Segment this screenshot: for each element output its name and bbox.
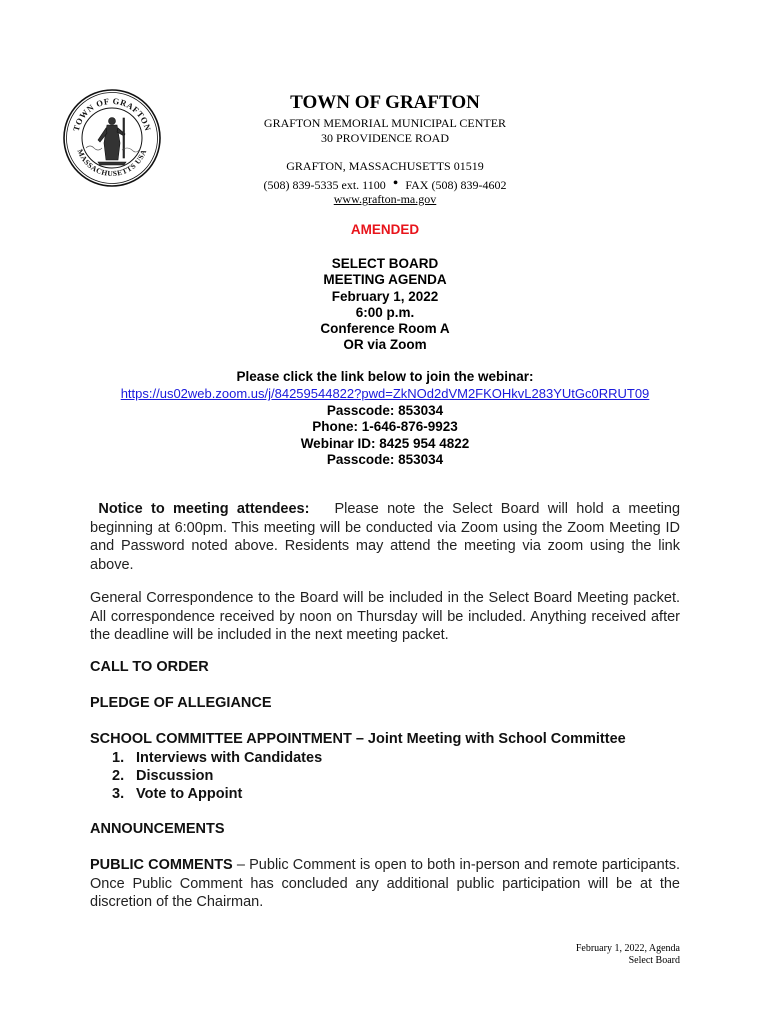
list-item: 1. Interviews with Candidates (112, 750, 323, 766)
street-address-line: 30 PROVIDENCE ROAD (320, 131, 449, 145)
svg-text:TOWN OF GRAFTON: TOWN OF GRAFTON (70, 95, 154, 133)
amended-label: AMENDED (350, 222, 420, 237)
footer-date: February 1, 2022, Agenda (575, 943, 680, 954)
agenda-announcements: ANNOUNCEMENTS (90, 821, 225, 837)
city-state-zip-line: GRAFTON, MASSACHUSETTS 01519 (286, 159, 484, 173)
passcode-second: Passcode: 853034 (326, 452, 444, 467)
meeting-type: MEETING AGENDA (323, 272, 447, 287)
meeting-body: SELECT BOARD (331, 256, 439, 271)
municipal-center-line: GRAFTON MEMORIAL MUNICIPAL CENTER (263, 116, 507, 130)
agenda-pledge: PLEDGE OF ALLEGIANCE (90, 695, 272, 711)
phone-line: Phone: 1-646-876-9923 (312, 419, 458, 434)
town-title: TOWN OF GRAFTON (290, 92, 480, 113)
school-committee-list (112, 749, 322, 803)
list-item: 2. Discussion (112, 768, 214, 784)
meeting-alt-location: OR via Zoom (343, 337, 427, 352)
webinar-link-line (0, 386, 770, 401)
notice-paragraph (90, 500, 680, 574)
svg-text:MASSACHUSETTS USA: MASSACHUSETTS USA (75, 147, 149, 179)
fax-number: FAX (508) 839-4602 (405, 178, 507, 192)
public-comments-label: PUBLIC COMMENTS (90, 857, 233, 873)
meeting-time: 6:00 p.m. (355, 305, 415, 320)
bullet-separator: • (392, 175, 399, 192)
website-link[interactable]: www.grafton-ma.gov (333, 192, 437, 206)
agenda-call-to-order: CALL TO ORDER (90, 659, 209, 675)
meeting-date: February 1, 2022 (331, 289, 439, 304)
list-item: 3. Vote to Appoint (112, 786, 243, 802)
footer-board: Select Board (628, 955, 680, 966)
webinar-id: Webinar ID: 8425 954 4822 (300, 436, 470, 451)
notice-label: Notice to meeting attendees: (98, 501, 310, 517)
public-comments-paragraph (90, 856, 680, 912)
webinar-intro: Please click the link below to join the webinar: (236, 369, 534, 384)
notice-text: Please note the Select Board will hold a meeting beginning at 6:00pm. This meeting will be conducted via Zoom using the Zoom Meeting ID and Password noted above. Residents may attend the meeting via zoom using the link above. (90, 501, 681, 573)
meeting-location: Conference Room A (320, 321, 450, 336)
passcode-first: Passcode: 853034 (326, 403, 444, 418)
correspondence-paragraph: General Correspondence to the Board will be included in the Select Board Meeting packet. All correspondence received by noon on Thursday will be included. Anything received after the deadline will be included in the next meeting packet. (90, 590, 680, 643)
public-comments-text: – Public Comment is open to both in-person and remote participants. Once Public Comment has concluded any additional public participation will be at the discretion of the Chairman. (90, 857, 680, 910)
webinar-link[interactable]: https://us02web.zoom.us/j/84259544822?pwd=ZkNOd2dVM2FKOHkvL283YUtGc0RRUT09 (120, 386, 650, 401)
agenda-school-committee: SCHOOL COMMITTEE APPOINTMENT – Joint Meeting with School Committee (90, 731, 626, 747)
phone-number: (508) 839-5335 ext. 1100 (263, 178, 386, 192)
